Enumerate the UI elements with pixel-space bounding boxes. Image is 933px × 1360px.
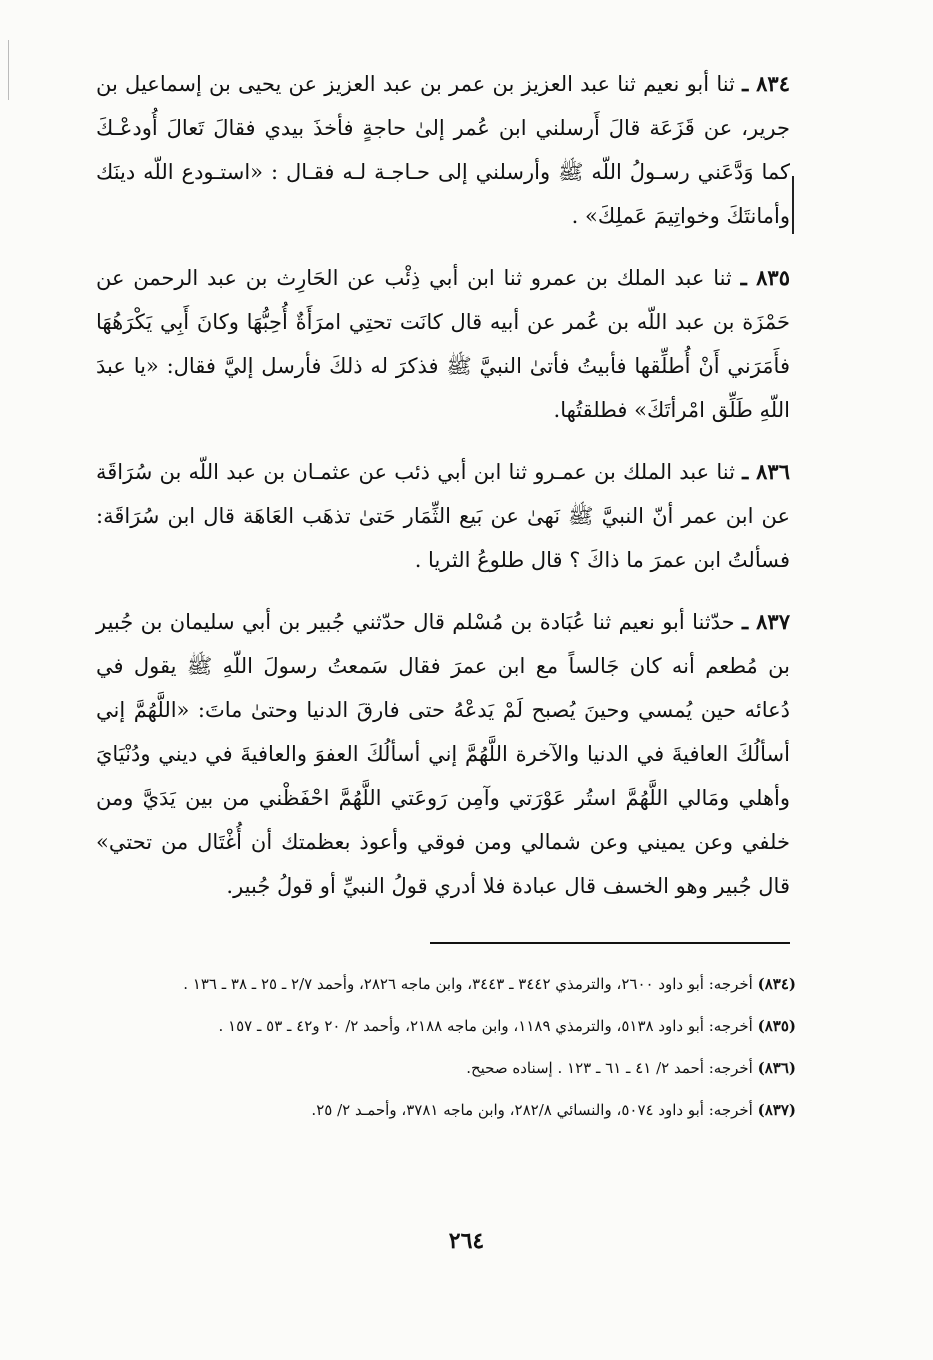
footnote-text: أخرجه: أبو داود ٢٦٠٠، والترمذي ٣٤٤٢ ـ ٣٤٤٣، وابن ماجه ٢٨٢٦، وأحمد ٢/٧ ـ ٢٥ ـ ٣٨ ـ ١٣٦ . <box>183 975 753 993</box>
page-number: ٢٦٤ <box>448 1228 485 1254</box>
footnote-number: (٨٣٤) <box>757 975 796 993</box>
hadith-number: ٨٣٦ ـ <box>742 459 790 484</box>
footnote <box>96 1094 796 1126</box>
hadith-number: ٨٣٤ ـ <box>742 71 790 96</box>
footnotes <box>96 968 796 1136</box>
footnote-text: أخرجه: أبو داود ٥١٣٨، والترمذي ١١٨٩، وابن ماجه ٢١٨٨، وأحمد ٢/ ٢٠ و٤٢ ـ ٥٣ ـ ١٥٧ . <box>218 1017 753 1035</box>
hadith-text: ثنا أبو نعيم ثنا عبد العزيز بن عمر بن عبد العزيز عن يحيى بن إسماعيل بن جرير، عن قَزَعَة قالَ أَرسلني ابن عُمر إلىٰ حاجةٍ فأخذَ بيدي فقالَ تَعالَ أُودعْـكَ كما وَدَّعَني رسـولُ اللّه ﷺ وأرسلني إلى حـاجـة لـه فقـال : «استـودع اللّه دينَك وأمانتَكَ وخواتِيمَ عَملِكَ» . <box>96 72 790 228</box>
footnote <box>96 968 796 1000</box>
footnote-text: أخرجه: أبو داود ٥٠٧٤، والنسائي ٢٨٢/٨، وابن ماجه ٣٧٨١، وأحمـد ٢/ ٢٥. <box>311 1101 753 1119</box>
hadith-paragraph <box>96 62 790 238</box>
footnote-number: (٨٣٦) <box>757 1059 796 1077</box>
footnote-text: أخرجه: أحمد ٢/ ٤١ ـ ٦١ ـ ١٢٣ . إسناده صحيح. <box>466 1059 753 1077</box>
margin-mark <box>792 176 794 234</box>
hadith-paragraph <box>96 600 790 908</box>
hadith-text: حدّثنا أبو نعيم ثنا عُبَادة بن مُسْلم قال حدّثني جُبير بن أبي سليمان بن جُبير بن مُطعم أنه كان جَالساً مع ابن عمرَ فقال سَمعتُ رسولَ اللّهِ ﷺ يقول في دُعائه حين يُمسي وحينَ يُصبح لَمْ يَدعْهُ حتى فارقَ الدنيا وحتىٰ ماتَ: «اللَّهُمَّ إني أسألُكَ العافيةَ في الدنيا والآخرة اللَّهُمَّ إني أسألُكَ العفوَ والعافيةَ في ديني ودُنْيَايَ وأهلي ومَالي اللَّهُمَّ استُر عَوْرَتي وآمِن رَوعَتي اللَّهُمَّ احْفَظْني من بين يَدَيَّ ومن خلفي وعن يميني وعن شمالي ومن فوقي وأعوذ بعظمتك أن أُغْتَال من تحتي» قال جُبير وهو الخسف قال عبادة فلا أدري قولُ النبيِّ أو قولُ جُبير. <box>96 610 790 898</box>
footnote-number: (٨٣٥) <box>757 1017 796 1035</box>
footnote <box>96 1010 796 1042</box>
hadith-text: ثنا عبد الملك بن عمـرو ثنا ابن أبي ذئب عن عثمـان بن عبد اللّه بن سُرَاقَة عن ابن عمر أنّ النبيَّ ﷺ نَهىٰ عن بَيع الثِّمَار حَتىٰ تذهَب العَاهَة قال ابن سُرَاقَة: فسألتُ ابن عمرَ ما ذاكَ ؟ قال طلوعُ الثريا . <box>96 460 790 572</box>
footnote-divider <box>430 942 790 944</box>
hadith-paragraph <box>96 256 790 432</box>
footnote-number: (٨٣٧) <box>757 1101 796 1119</box>
hadith-number: ٨٣٧ ـ <box>742 609 790 634</box>
main-text <box>96 62 790 926</box>
hadith-paragraph <box>96 450 790 582</box>
footnote <box>96 1052 796 1084</box>
page-edge-mark <box>8 40 9 100</box>
hadith-number: ٨٣٥ ـ <box>740 265 790 290</box>
hadith-text: ثنا عبد الملك بن عمرو ثنا ابن أبي ذِئْب عن الحَارِث بن عبد الرحمن عن حَمْزَة بن عبد اللّه بن عُمر عن أبيه قال كانَت تحتِي امرَأَةٌ أُحِبُّهَا وكانَ أَبِي يَكْرَهُهَا فأَمَرَني أَنْ أُطلِّقها فأبيتُ فأتىٰ النبيَّ ﷺ فذكرَ له ذلكَ فأرسل إليَّ فقال: «يا عبدَ اللّهِ طَلِّق امْرأتَكَ» فطلقتُها. <box>96 266 790 422</box>
